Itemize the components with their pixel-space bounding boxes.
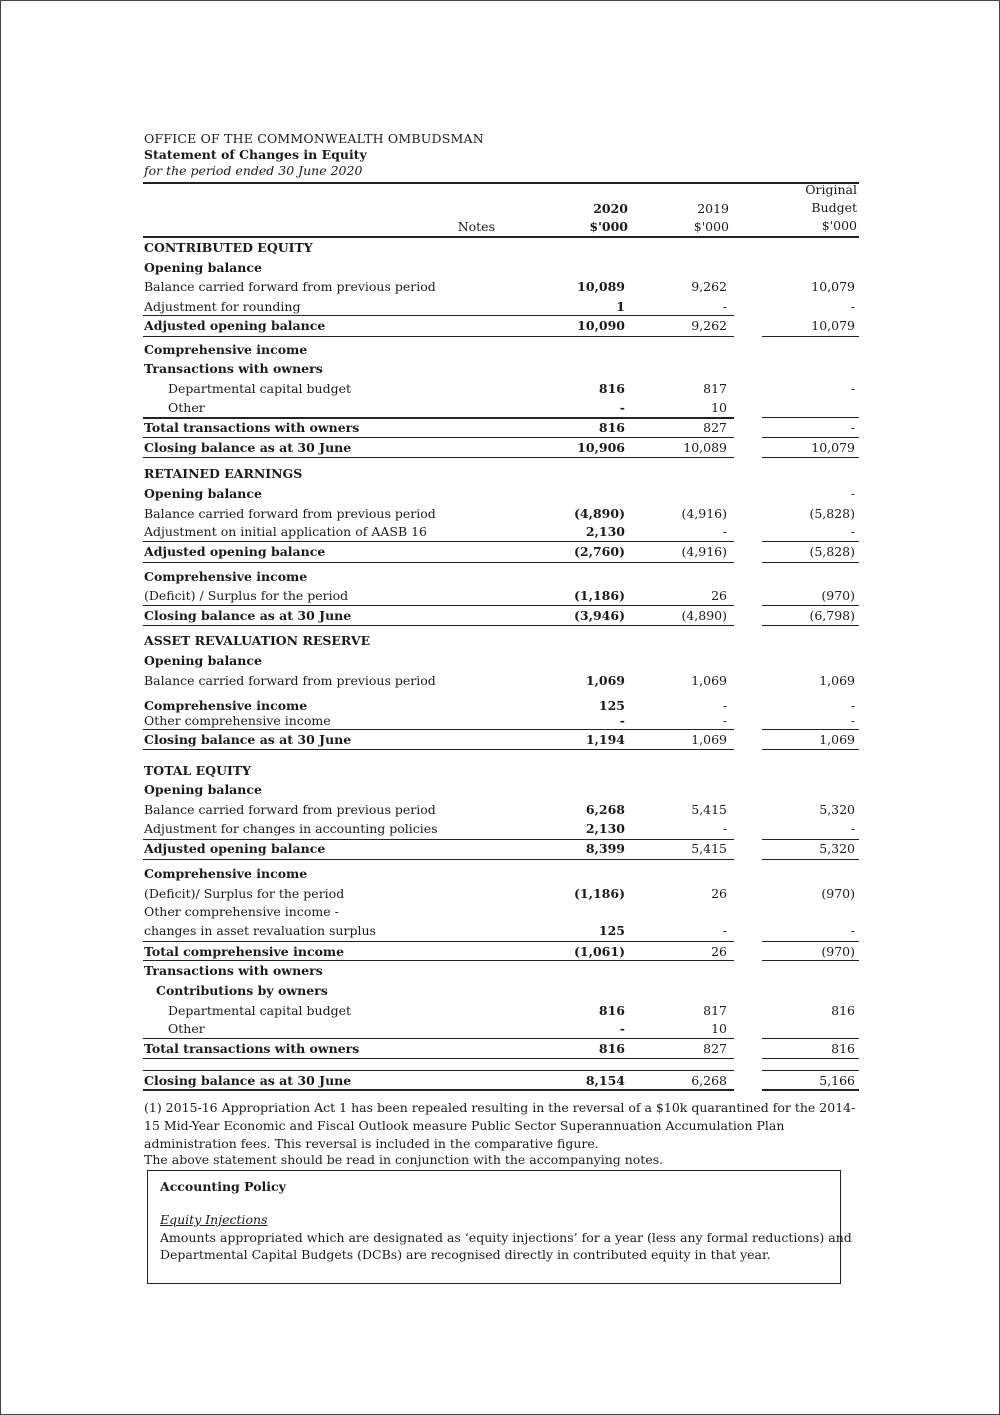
value-budget: 816 <box>831 1041 855 1056</box>
row-label: Adjustment for rounding <box>144 299 301 314</box>
value-2019: 827 <box>703 420 727 435</box>
value-2020: 125 <box>598 923 625 938</box>
table-row <box>0 239 1000 257</box>
row-label: Total transactions with owners <box>144 420 360 435</box>
table-row <box>0 820 1000 838</box>
value-budget: - <box>850 821 855 836</box>
row-rule <box>762 562 859 563</box>
table-row <box>0 652 1000 670</box>
value-2019: 10 <box>711 1021 727 1036</box>
table-row <box>0 380 1000 398</box>
row-label: Balance carried forward from previous period <box>144 802 436 817</box>
row-rule <box>762 541 859 542</box>
row-label: Opening balance <box>144 260 262 275</box>
table-row <box>0 840 1000 858</box>
value-budget: 5,320 <box>819 802 855 817</box>
row-rule <box>143 1089 734 1091</box>
row-rule <box>143 417 734 419</box>
row-label: TOTAL EQUITY <box>144 763 252 778</box>
table-row <box>0 801 1000 819</box>
value-budget: 816 <box>831 1003 855 1018</box>
table-row <box>0 962 1000 980</box>
value-2020: - <box>619 1021 625 1036</box>
value-2019: 26 <box>711 886 727 901</box>
row-rule <box>762 437 859 438</box>
value-budget: - <box>850 381 855 396</box>
table-row <box>0 943 1000 961</box>
row-rule <box>762 839 859 840</box>
row-label: CONTRIBUTED EQUITY <box>144 240 313 255</box>
table-row <box>0 419 1000 437</box>
row-label: Other <box>168 400 205 415</box>
value-2019: - <box>722 698 727 713</box>
row-label: Comprehensive income <box>144 698 308 713</box>
row-rule <box>762 1070 859 1071</box>
value-2020: (4,890) <box>574 506 625 521</box>
row-rule <box>143 1038 734 1039</box>
value-2020: - <box>619 713 625 728</box>
row-label: Balance carried forward from previous period <box>144 506 436 521</box>
value-2019: (4,916) <box>681 506 727 521</box>
row-label: Closing balance as at 30 June <box>144 608 352 623</box>
value-2020: (2,760) <box>574 544 625 559</box>
value-2020: 2,130 <box>585 821 625 836</box>
value-2020: 816 <box>598 1041 625 1056</box>
footnote-line: 15 Mid-Year Economic and Fiscal Outlook measure Public Sector Superannuation Accumulation Plan <box>144 1118 785 1133</box>
table-row <box>0 568 1000 586</box>
value-budget: 10,079 <box>811 440 855 455</box>
row-rule <box>143 1070 734 1071</box>
row-rule <box>143 562 734 563</box>
value-2020: 2,130 <box>585 524 625 539</box>
row-rule <box>762 749 859 750</box>
row-rule <box>762 1089 859 1091</box>
table-row <box>0 317 1000 335</box>
value-budget: - <box>850 923 855 938</box>
column-header-rule <box>143 236 859 238</box>
value-2019: 817 <box>703 381 727 396</box>
row-rule <box>762 859 859 860</box>
table-row <box>0 341 1000 359</box>
row-label: changes in asset revaluation surplus <box>144 923 376 938</box>
table-row <box>0 523 1000 541</box>
row-label: Comprehensive income <box>144 342 308 357</box>
value-2020: (1,186) <box>574 886 625 901</box>
value-budget: - <box>850 420 855 435</box>
table-row <box>0 1002 1000 1020</box>
value-budget: (5,828) <box>809 544 855 559</box>
policy-subtitle: Equity Injections <box>160 1212 268 1227</box>
value-2020: 8,154 <box>585 1073 625 1088</box>
row-label: Adjustment for changes in accounting policies <box>144 821 438 836</box>
value-budget: 5,166 <box>819 1073 855 1088</box>
row-label: Closing balance as at 30 June <box>144 732 352 747</box>
value-2020: 10,089 <box>577 279 625 294</box>
statement-title: Statement of Changes in Equity <box>144 147 367 162</box>
policy-title: Accounting Policy <box>160 1179 286 1194</box>
row-label: ASSET REVALUATION RESERVE <box>144 633 371 648</box>
value-2020: 816 <box>598 381 625 396</box>
value-2020: 1 <box>616 299 625 314</box>
value-budget: (970) <box>821 886 855 901</box>
table-row <box>0 399 1000 417</box>
value-2019: - <box>722 821 727 836</box>
table-row <box>0 1020 1000 1038</box>
table-row <box>0 278 1000 296</box>
value-2019: 10,089 <box>683 440 727 455</box>
value-2019: (4,916) <box>681 544 727 559</box>
value-2019: - <box>722 713 727 728</box>
row-rule <box>762 457 859 458</box>
statement-period: for the period ended 30 June 2020 <box>144 163 363 178</box>
row-label: Comprehensive income <box>144 866 308 881</box>
value-2019: - <box>722 524 727 539</box>
value-budget: - <box>850 524 855 539</box>
row-label: Opening balance <box>144 653 262 668</box>
row-rule <box>143 437 734 438</box>
table-row <box>0 865 1000 883</box>
row-rule <box>143 605 734 606</box>
table-row <box>0 360 1000 378</box>
table-row <box>0 439 1000 457</box>
value-budget: - <box>850 486 855 501</box>
value-2019: 26 <box>711 588 727 603</box>
row-label: Other <box>168 1021 205 1036</box>
notes-column-header: Notes <box>457 219 495 234</box>
value-budget: (5,828) <box>809 506 855 521</box>
value-2020: 125 <box>598 698 625 713</box>
value-2020: 8,399 <box>585 841 625 856</box>
table-row <box>0 607 1000 625</box>
row-label: (Deficit)/ Surplus for the period <box>144 886 345 901</box>
table-row <box>0 465 1000 483</box>
row-label: Adjustment on initial application of AASB 16 <box>144 524 428 539</box>
row-rule <box>143 1058 734 1059</box>
table-row <box>0 731 1000 749</box>
row-label: Adjusted opening balance <box>144 841 326 856</box>
value-2020: (3,946) <box>574 608 625 623</box>
row-label: Balance carried forward from previous period <box>144 279 436 294</box>
row-label: Closing balance as at 30 June <box>144 440 352 455</box>
value-2019: 9,262 <box>691 279 727 294</box>
row-label: Closing balance as at 30 June <box>144 1073 352 1088</box>
table-row <box>0 762 1000 780</box>
value-2020: 816 <box>598 1003 625 1018</box>
value-budget: - <box>850 713 855 728</box>
row-rule <box>143 625 734 626</box>
table-row <box>0 632 1000 650</box>
row-rule <box>143 960 734 961</box>
table-row <box>0 505 1000 523</box>
value-budget: - <box>850 698 855 713</box>
value-2019: 10 <box>711 400 727 415</box>
value-2019: 1,069 <box>691 732 727 747</box>
table-row <box>0 587 1000 605</box>
value-2019: 9,262 <box>691 318 727 333</box>
table-row <box>0 543 1000 561</box>
column-header-budget: Original Budget $'000 <box>805 182 857 233</box>
table-row <box>0 903 1000 921</box>
table-row <box>0 781 1000 799</box>
value-2020: 6,268 <box>585 802 625 817</box>
row-label: Other comprehensive income - <box>144 904 339 919</box>
table-row <box>0 672 1000 690</box>
value-2020: 1,069 <box>585 673 625 688</box>
row-rule <box>762 336 859 337</box>
value-budget: 10,079 <box>811 318 855 333</box>
value-2019: - <box>722 923 727 938</box>
row-rule <box>143 315 734 316</box>
table-row <box>0 885 1000 903</box>
row-rule <box>762 729 859 730</box>
value-2020: (1,061) <box>574 944 625 959</box>
table-row <box>0 298 1000 316</box>
value-budget: 1,069 <box>819 673 855 688</box>
table-row <box>0 1040 1000 1058</box>
value-2019: 5,415 <box>691 841 727 856</box>
value-2019: (4,890) <box>681 608 727 623</box>
value-budget: 10,079 <box>811 279 855 294</box>
value-2020: (1,186) <box>574 588 625 603</box>
row-label: Contributions by owners <box>156 983 328 998</box>
footnote-line: The above statement should be read in conjunction with the accompanying notes. <box>144 1152 664 1167</box>
value-budget: (970) <box>821 588 855 603</box>
value-2020: 1,194 <box>585 732 625 747</box>
row-rule <box>762 960 859 961</box>
value-2019: 817 <box>703 1003 727 1018</box>
row-rule <box>762 417 859 418</box>
column-header-2020: 2020 $'000 <box>589 201 628 234</box>
row-rule <box>143 749 734 750</box>
value-2019: 26 <box>711 944 727 959</box>
row-label: Departmental capital budget <box>168 381 351 396</box>
row-rule <box>143 941 734 942</box>
row-rule <box>762 1058 859 1059</box>
value-2019: 6,268 <box>691 1073 727 1088</box>
row-label: Balance carried forward from previous period <box>144 673 436 688</box>
row-rule <box>143 729 734 730</box>
row-rule <box>143 541 734 542</box>
row-rule <box>143 457 734 458</box>
row-label: Transactions with owners <box>144 963 323 978</box>
row-rule <box>762 605 859 606</box>
row-label: Total comprehensive income <box>144 944 345 959</box>
footnote-line: (1) 2015-16 Appropriation Act 1 has been repealed resulting in the reversal of a $10k quarantined for the 2014- <box>144 1100 856 1115</box>
table-row <box>0 922 1000 940</box>
row-label: (Deficit) / Surplus for the period <box>144 588 349 603</box>
value-2019: 827 <box>703 1041 727 1056</box>
row-label: Departmental capital budget <box>168 1003 351 1018</box>
row-label: Comprehensive income <box>144 569 308 584</box>
row-rule <box>762 1038 859 1039</box>
header-rule <box>143 182 859 184</box>
table-row <box>0 259 1000 277</box>
row-label: Opening balance <box>144 486 262 501</box>
value-2020: 10,090 <box>577 318 625 333</box>
row-label: Adjusted opening balance <box>144 544 326 559</box>
accounting-policy-box <box>147 1170 852 1284</box>
row-rule <box>762 625 859 626</box>
table-row <box>0 712 1000 730</box>
value-2019: 1,069 <box>691 673 727 688</box>
row-rule <box>143 336 734 337</box>
value-budget: - <box>850 299 855 314</box>
row-label: Total transactions with owners <box>144 1041 360 1056</box>
row-label: Adjusted opening balance <box>144 318 326 333</box>
value-2020: 10,906 <box>577 440 625 455</box>
table-row <box>0 1072 1000 1090</box>
row-label: Opening balance <box>144 782 262 797</box>
value-budget: (970) <box>821 944 855 959</box>
row-label: Transactions with owners <box>144 361 323 376</box>
policy-text: Amounts appropriated which are designated as ‘equity injections’ for a year (less any formal reductions) and Departmental Capital Budgets (DCBs) are recognised directly in contributed equity in that year. <box>160 1230 852 1262</box>
organisation-name: OFFICE OF THE COMMONWEALTH OMBUDSMAN <box>144 131 484 146</box>
row-label: RETAINED EARNINGS <box>144 466 303 481</box>
column-header-2019: 2019 $'000 <box>693 201 729 234</box>
row-label: Other comprehensive income <box>144 713 331 728</box>
value-budget: (6,798) <box>809 608 855 623</box>
value-budget: 1,069 <box>819 732 855 747</box>
footnote-line: administration fees. This reversal is included in the comparative figure. <box>144 1136 599 1151</box>
row-rule <box>762 941 859 942</box>
row-rule <box>143 839 734 840</box>
value-2019: - <box>722 299 727 314</box>
value-budget: 5,320 <box>819 841 855 856</box>
value-2020: 816 <box>598 420 625 435</box>
table-row <box>0 982 1000 1000</box>
row-rule <box>143 859 734 860</box>
value-2020: - <box>619 400 625 415</box>
value-2019: 5,415 <box>691 802 727 817</box>
table-row <box>0 485 1000 503</box>
